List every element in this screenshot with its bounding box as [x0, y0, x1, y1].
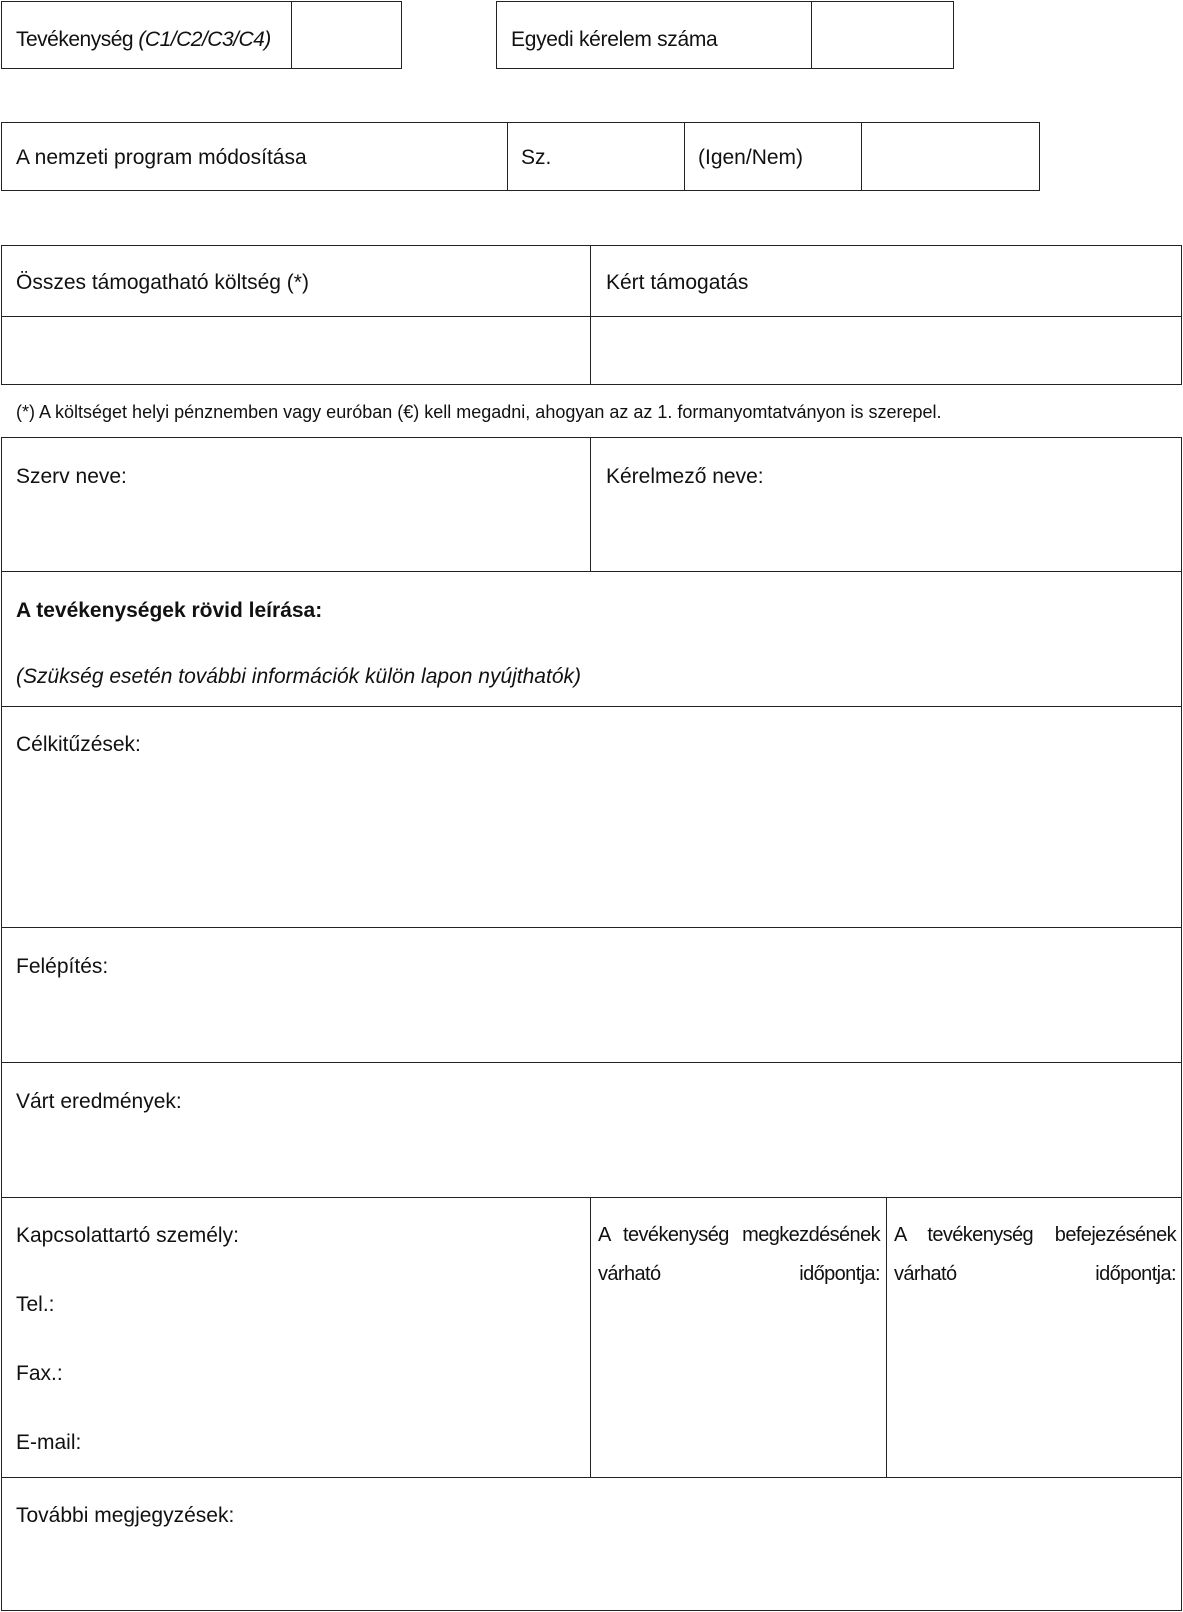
expected-results-label: Várt eredmények:: [16, 1090, 182, 1113]
end-date-label: A tevékenység befejezésének várható időpontja:: [894, 1224, 1176, 1285]
remarks-field[interactable]: [3, 1531, 1180, 1608]
expected-results-divider-h: [1, 1197, 1182, 1198]
costs-divider-v: [590, 245, 591, 385]
activity-label-text: Tevékenység: [16, 28, 139, 51]
contact-divider-v1: [590, 1197, 591, 1477]
program-mod-divider-1: [507, 122, 508, 191]
org-name-label: Szerv neve:: [16, 465, 127, 488]
requested-support-label: Kért támogatás: [606, 271, 749, 294]
number-label: Sz.: [521, 146, 552, 169]
total-cost-label: Összes támogatható költség (*): [16, 271, 309, 294]
email-label: E-mail:: [16, 1431, 82, 1454]
tel-label: Tel.:: [16, 1293, 55, 1316]
activity-value-field[interactable]: [293, 3, 400, 67]
request-number-label: Egyedi kérelem száma: [511, 28, 718, 51]
program-mod-divider-2: [684, 122, 685, 191]
contact-person-label: Kapcsolattartó személy:: [16, 1224, 239, 1247]
description-heading: A tevékenységek rövid leírása:: [16, 599, 323, 622]
contact-divider-v2: [886, 1197, 887, 1477]
activity-divider: [291, 1, 292, 69]
structure-label: Felépítés:: [16, 955, 109, 978]
objectives-field[interactable]: [3, 760, 1180, 924]
request-number-divider: [811, 1, 812, 69]
program-mod-divider-3: [861, 122, 862, 191]
remarks-label: További megjegyzések:: [16, 1504, 235, 1527]
structure-divider-h: [1, 1062, 1182, 1063]
description-divider-h: [1, 706, 1182, 707]
org-divider-v: [590, 437, 591, 571]
fax-label: Fax.:: [16, 1362, 63, 1385]
costs-divider-h: [1, 316, 1182, 317]
request-number-value-field[interactable]: [813, 3, 952, 67]
org-divider-h: [1, 571, 1182, 572]
requested-support-field[interactable]: [592, 318, 1180, 383]
cost-footnote: (*) A költséget helyi pénznemben vagy euróban (€) kell megadni, ahogyan az az 1. formanyomtatványon is szerepel.: [16, 402, 942, 422]
activity-codes: (C1/C2/C3/C4): [138, 28, 271, 51]
activity-label: [16, 29, 271, 50]
yes-no-label: (Igen/Nem): [698, 146, 804, 169]
program-mod-label: A nemzeti program módosítása: [16, 146, 307, 169]
total-cost-field[interactable]: [3, 318, 589, 383]
contact-divider-h: [1, 1477, 1182, 1478]
yes-no-value-field[interactable]: [863, 124, 1038, 189]
start-date-label: A tevékenység megkezdésének várható időpontja:: [598, 1224, 880, 1285]
structure-field[interactable]: [3, 982, 1180, 1059]
expected-results-field[interactable]: [3, 1117, 1180, 1194]
objectives-label: Célkitűzések:: [16, 733, 141, 756]
objectives-divider-h: [1, 927, 1182, 928]
applicant-name-label: Kérelmező neve:: [606, 465, 764, 488]
description-note: (Szükség esetén további információk külön lapon nyújthatók): [16, 665, 581, 688]
